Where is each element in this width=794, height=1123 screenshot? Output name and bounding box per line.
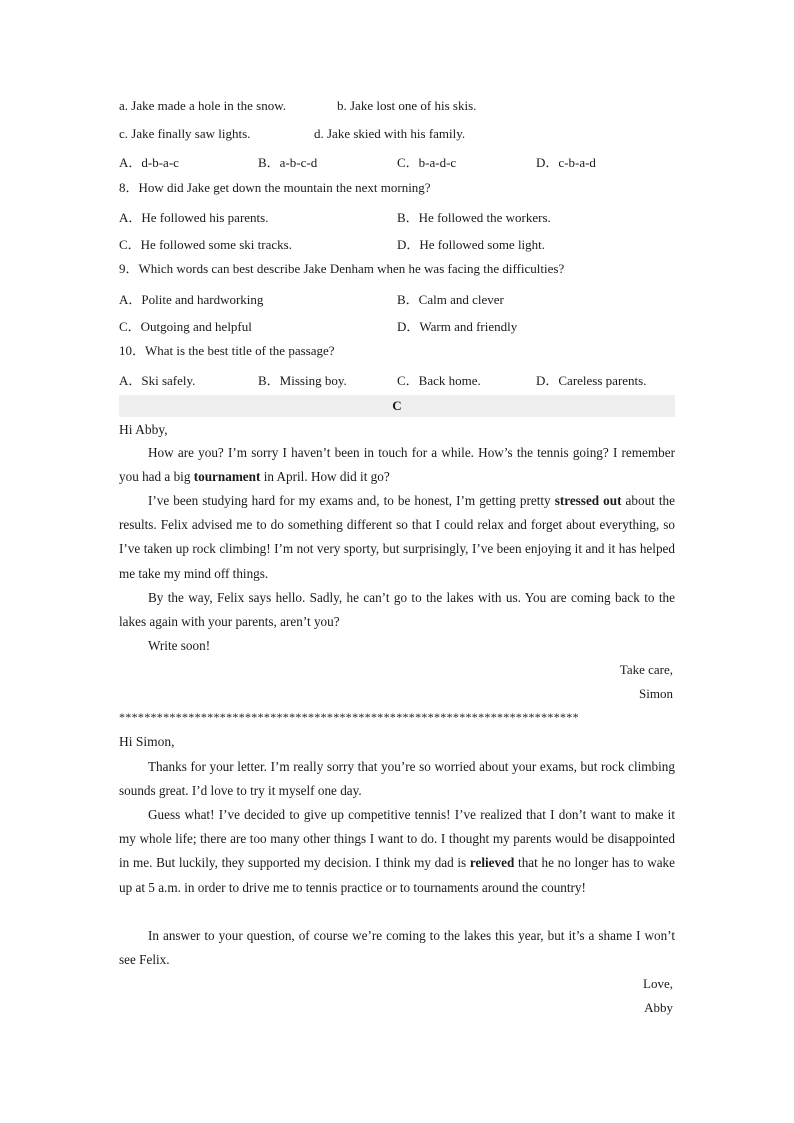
q10-question: 10．What is the best title of the passage? (119, 343, 335, 358)
letter2-paragraph-2 (119, 803, 675, 900)
q9-question: 9．Which words can best describe Jake Denham when he was facing the difficulties? (119, 261, 565, 276)
q8-option-c: C．He followed some ski tracks. (119, 237, 292, 252)
q8-option-d: D．He followed some light. (397, 237, 546, 252)
letter2-p2-text-a: Guess what! I’ve decided to give up competitive tennis! I’ve realized that I don’t want to make it my whole life; there are too many other things I want to do. I thought my parents would be disappointed in me. But luckily, they supported my decision. I think my dad is (119, 807, 675, 871)
q9-option-c: C．Outgoing and helpful (119, 319, 252, 334)
letter1-p1-bold: tournament (193, 469, 261, 485)
letter1-paragraph-4: Write soon! (148, 638, 211, 653)
q7-option-c: C．b-a-d-c (397, 155, 457, 170)
order-item-b: b. Jake lost one of his skis. (337, 98, 477, 113)
order-item-c: c. Jake finally saw lights. (119, 126, 251, 141)
letter2-paragraph-3: In answer to your question, of course we’re coming to the lakes this year, but it’s a shame I won’t see Felix. (119, 928, 675, 968)
q8-question: 8．How did Jake get down the mountain the next morning? (119, 180, 431, 195)
q10-option-d: D．Careless parents. (536, 373, 647, 388)
q8-option-b: B．He followed the workers. (397, 210, 551, 225)
q9-option-d: D．Warm and friendly (397, 319, 518, 334)
letter1-p1-text-b: in April. How did it go? (260, 469, 390, 485)
letter1-p2-bold: stressed out (554, 493, 622, 508)
letter1-paragraph-1 (119, 441, 675, 489)
letter1-paragraph-3: By the way, Felix says hello. Sadly, he can’t go to the lakes with us. You are coming back to the lakes again with your parents, aren’t you? (119, 590, 675, 630)
letter1-p2-text-b: about the results. Felix advised me to do something different so that I could relax and forget about everything, so I’ve taken up rock climbing! I’m not very sporty, but surprisingly, I’ve been enjoying it and it has helped me take my mind off things. (119, 493, 675, 581)
letter2-p2-bold: relieved (469, 855, 515, 871)
q7-option-d: D．c-b-a-d (536, 155, 596, 170)
letter2-paragraph-1: Thanks for your letter. I’m really sorry that you’re so worried about your exams, but rock climbing sounds great. I’d love to try it myself one day. (119, 759, 675, 799)
q7-option-b: B．a-b-c-d (258, 155, 318, 170)
letter1-p2-text-a: I’ve been studying hard for my exams and, to be honest, I’m getting pretty (148, 493, 555, 508)
section-c-header: C (119, 395, 675, 417)
letter2-greeting: Hi Simon, (119, 734, 175, 749)
q10-option-c: C．Back home. (397, 373, 481, 388)
letter1-closing: Take care, (619, 662, 673, 677)
letter1-p1-text-a: How are you? I’m sorry I haven’t been in touch for a while. How’s the tennis going? I remember you had a big (119, 445, 675, 485)
q10-option-a: A．Ski safely. (119, 373, 196, 388)
letter2-signature: Abby (644, 1000, 673, 1015)
q9-option-b: B．Calm and clever (397, 292, 504, 307)
q10-option-b: B．Missing boy. (258, 373, 347, 388)
q7-option-a: A．d-b-a-c (119, 155, 179, 170)
letter1-greeting: Hi Abby, (119, 422, 168, 437)
letter1-signature: Simon (639, 686, 673, 701)
letter1-paragraph-2 (119, 489, 675, 586)
order-item-d: d. Jake skied with his family. (314, 126, 466, 141)
q9-option-a: A．Polite and hardworking (119, 292, 264, 307)
order-item-a: a. Jake made a hole in the snow. (119, 98, 287, 113)
letter2-p2-text-b: that he no longer has to wake up at 5 a.m. in order to drive me to tennis practice or to tournaments around the country! (119, 855, 675, 895)
letter2-closing: Love, (643, 976, 673, 991)
letter-divider: ************************************************************************* (119, 710, 579, 724)
q8-option-a: A．He followed his parents. (119, 210, 269, 225)
